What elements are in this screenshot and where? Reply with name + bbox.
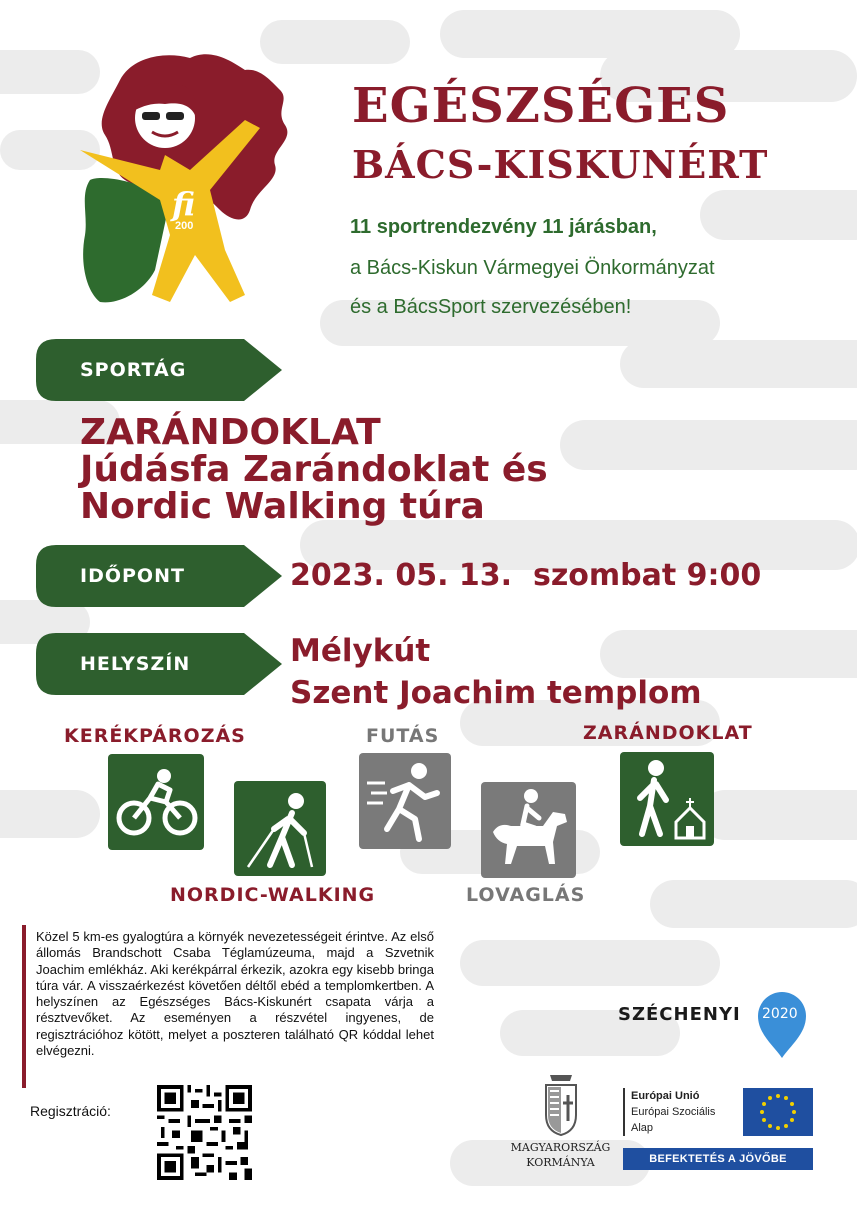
szechenyi-text: SZÉCHENYI <box>618 1004 741 1025</box>
eu-logo <box>623 1088 818 1173</box>
sport-line1: ZARÁNDOKLAT <box>80 412 381 453</box>
event-logo <box>60 40 330 315</box>
idopont-tag <box>36 545 282 607</box>
location-line1: Mélykút <box>290 633 431 669</box>
invest-text: BEFEKTETÉS A JÖVŐBE <box>649 1153 787 1165</box>
eu-flag-icon <box>743 1088 813 1136</box>
sport-line3: Nordic Walking túra <box>80 486 485 527</box>
sport-title <box>80 414 548 525</box>
label-zarandoklat: ZARÁNDOKLAT <box>583 722 753 744</box>
qr-code[interactable] <box>157 1085 252 1180</box>
subtitle-line2: a Bács-Kiskun Vármegyei Önkormányzat <box>350 257 715 279</box>
registration-label: Regisztráció: <box>30 1103 111 1119</box>
logo-text: fi <box>172 185 196 223</box>
gov-line1: MAGYARORSZÁG <box>510 1141 611 1154</box>
szechenyi-year: 2020 <box>762 1006 798 1022</box>
subtitle-line3: és a BácsSport szervezésében! <box>350 296 632 318</box>
bicycle-icon <box>108 754 204 850</box>
description-accent-bar <box>22 925 26 1088</box>
eu-line2: Európai Szociális <box>631 1106 716 1118</box>
subtitle-line1: 11 sportrendezvény 11 járásban, <box>350 216 657 238</box>
idopont-label: IDŐPONT <box>80 565 185 587</box>
sportag-tag <box>36 339 282 401</box>
helyszin-label: HELYSZÍN <box>80 653 191 675</box>
sport-line2: Júdásfa Zarándoklat és <box>80 449 548 490</box>
sportag-label: SPORTÁG <box>80 359 187 381</box>
helyszin-tag <box>36 633 282 695</box>
label-nordic: NORDIC-WALKING <box>170 884 376 906</box>
page-title-line2: BÁCS-KISKUNÉRT <box>352 142 769 187</box>
logo-number: 200 <box>175 220 194 232</box>
location-line2: Szent Joachim templom <box>290 675 702 711</box>
eu-line1: Európai Unió <box>631 1090 700 1102</box>
page-title-line1: EGÉSZSÉGES <box>352 78 730 134</box>
eu-line3: Alap <box>631 1122 654 1134</box>
horse-riding-icon <box>481 782 576 878</box>
running-icon <box>359 753 451 849</box>
event-date: 2023. 05. 13. szombat 9:00 <box>290 558 762 593</box>
label-kerekparozas: KERÉKPÁROZÁS <box>64 725 246 747</box>
label-futas: FUTÁS <box>366 725 440 747</box>
nordic-walking-icon <box>234 781 326 876</box>
gov-line2: KORMÁNYA <box>526 1156 595 1169</box>
szechenyi-logo <box>618 990 818 1060</box>
event-description: Közel 5 km-es gyalogtúra a környék nevezetességeit érintve. Az első állomás Brandschott Csaba Téglamúzeuma, majd a Szvetnik Joachim emlékház. Aki kerékpárral érkezik, azokra egy kisebb bringa túra vár. A visszaérkezést követően déltől ebéd a templomkertben. A helyszínen az Egészséges Bács-Kiskunért csapata várja a résztvevőket. Az eseményen a részvétel ingyenes, de regisztrációhoz kötött, melyet a poszteren található QR kóddal lehet elvégezni. <box>36 929 434 1059</box>
government-logo <box>508 1075 613 1175</box>
pilgrimage-icon <box>620 752 714 846</box>
label-lovaglas: LOVAGLÁS <box>466 884 586 906</box>
location <box>290 630 702 714</box>
invest-banner <box>623 1148 813 1170</box>
